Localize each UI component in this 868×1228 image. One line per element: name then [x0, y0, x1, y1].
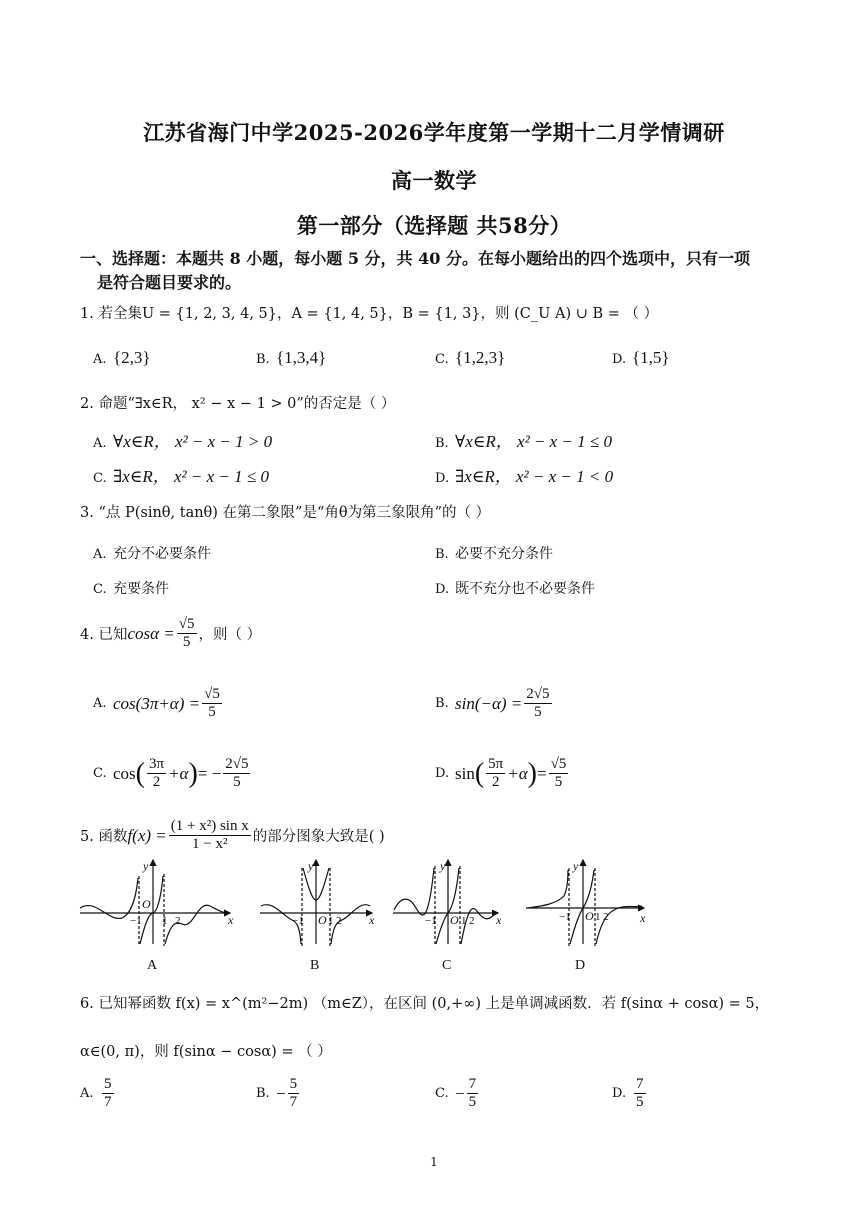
graph-d-tick-neg1: −1 — [559, 911, 571, 923]
page-number: 1 — [430, 1155, 438, 1169]
q3-option-b: B. 必要不充分条件 — [435, 546, 553, 562]
question-1-stem: 1. 若全集U = {1, 2, 3, 4, 5}，A = {1, 4, 5}，B = {1, 3}，则 (C_U A) ∪ B = （ ） — [80, 306, 659, 322]
q6-option-d: D. $\frac{7}{5}$ — [612, 1076, 644, 1111]
q5-graphs — [78, 856, 658, 951]
graph-c-y-label: y — [440, 859, 446, 873]
graph-a-tick-neg1: −1 — [130, 915, 142, 927]
q3-option-d: D. 既不充分也不必要条件 — [435, 581, 595, 597]
subject-title: 高一数学 — [391, 168, 477, 193]
graph-d-tick-2: 2 — [603, 911, 609, 923]
question-5-stem: 5. 函数 f(x) = $\frac{\text{(1 + x²) sin x}}{\text{1 − x²}}$ 的部分图象大致是( ) — [80, 818, 385, 853]
graph-b-origin: O — [318, 913, 327, 927]
question-3-stem: 3. “点 P(sinθ, tanθ) 在第二象限”是“角θ为第三象限角”的（ ） — [80, 505, 491, 521]
graph-c — [393, 860, 498, 946]
question-2-stem: 2. 命题“∃x∈R， x² − x − 1 > 0”的否定是（ ） — [80, 396, 396, 412]
graph-d-origin: O — [585, 909, 594, 923]
q1-option-b: B. {1,3,4} — [256, 348, 327, 367]
q6-option-c: C. − $\frac{7}{5}$ — [435, 1076, 477, 1111]
question-6-line1: 6. 已知幂函数 f(x) = x^(m²−2m) （m∈Z），在区间 (0,+∞) 上是单调减函数．若 f(sinα + cosα) = 5， — [80, 996, 770, 1012]
graph-c-tick-1: 1 — [461, 915, 467, 927]
q1-option-a: A. {2,3} — [93, 348, 151, 367]
q4-option-a: A. cos(3π+α) = $\frac{√5}{5}$ — [93, 686, 220, 721]
graph-b-x-label: x — [369, 913, 375, 927]
question-6-line2: α∈(0, π)，则 f(sinα − cosα) = （ ） — [80, 1044, 332, 1060]
graph-b-y-label: y — [308, 859, 314, 873]
q4-option-d: D. sin ( $\frac{5\pi}{2}$ +α ) = $\frac{√5}{5}$ — [435, 756, 567, 791]
graph-c-caption: C — [442, 958, 452, 973]
graph-d-tick-1: 1 — [595, 911, 601, 923]
q1-option-c: C. {1,2,3} — [435, 348, 506, 367]
graph-b-tick-1: 1 — [328, 915, 334, 927]
q1-option-d: D. {1,5} — [612, 348, 670, 367]
graph-d — [526, 860, 644, 946]
graph-a-tick-2: 2 — [175, 915, 181, 927]
graph-b-tick-2: 2 — [336, 915, 342, 927]
q3-option-c: C. 充要条件 — [93, 581, 169, 597]
graph-a-y-label: y — [143, 859, 149, 873]
q4-option-b: B. sin(−α) = $\frac{2√5}{5}$ — [435, 686, 550, 721]
question-4-stem: 4. 已知 cosα = $\frac{√5}{5}$ ，则（ ） — [80, 616, 262, 651]
q6-option-b: B. − $\frac{5}{7}$ — [256, 1076, 298, 1111]
graph-c-tick-neg1: −1 — [425, 915, 437, 927]
part-title: 第一部分（选择题 共58分） — [296, 213, 572, 238]
graph-a-caption: A — [147, 958, 158, 973]
graph-c-tick-2: 2 — [469, 915, 475, 927]
exam-title: 江苏省海门中学2025-2026学年度第一学期十二月学情调研 — [143, 120, 725, 145]
graph-d-x-label: x — [640, 911, 646, 925]
section-instruction-line1: 一、选择题：本题共 8 小题，每小题 5 分，共 40 分。在每小题给出的四个选项中，只有一项 — [80, 249, 750, 268]
q4-option-c: C. cos ( $\frac{3\pi}{2}$ +α ) = − $\frac{2√5}{5}$ — [93, 756, 249, 791]
graph-c-x-label: x — [496, 913, 502, 927]
q3-option-a: A. 充分不必要条件 — [93, 546, 211, 562]
graph-a-tick-1: 1 — [162, 915, 168, 927]
graph-d-caption: D — [575, 958, 586, 973]
section-instruction-line2: 是符合题目要求的。 — [97, 273, 242, 292]
graph-b-caption: B — [310, 958, 320, 973]
graph-a-origin: O — [142, 897, 151, 911]
q2-option-b: B. ∀x∈R， x² − x − 1 ≤ 0 — [435, 432, 612, 451]
graph-a-x-label: x — [228, 913, 234, 927]
graph-b-tick-neg1: −1 — [292, 915, 304, 927]
graph-a — [80, 860, 230, 946]
graph-c-origin: O — [450, 913, 459, 927]
q6-option-a: A. $\frac{5}{7}$ — [80, 1076, 112, 1111]
graph-b — [260, 860, 372, 946]
graph-d-y-label: y — [573, 859, 579, 873]
q2-option-d: D. ∃x∈R， x² − x − 1 < 0 — [435, 467, 614, 486]
q2-option-a: A. ∀x∈R， x² − x − 1 > 0 — [93, 432, 273, 451]
q4-fraction: $\frac{√5}{5}$ — [178, 616, 195, 651]
q2-option-c: C. ∃x∈R， x² − x − 1 ≤ 0 — [93, 467, 269, 486]
